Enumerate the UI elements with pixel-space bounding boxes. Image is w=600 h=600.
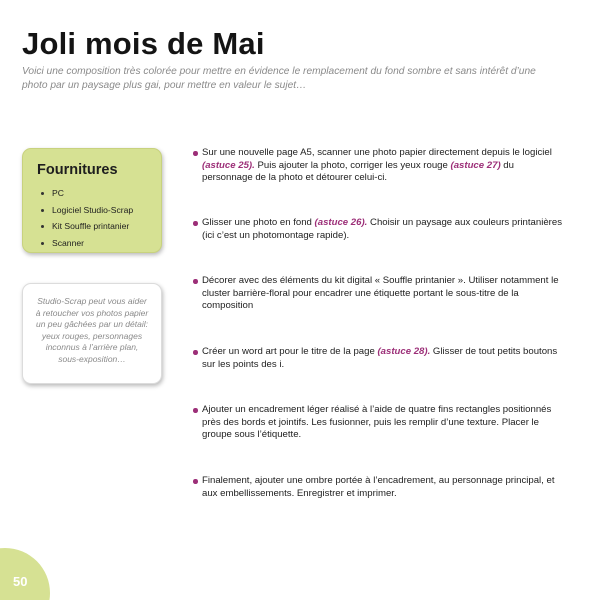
bullet-icon <box>193 279 198 284</box>
supplies-item <box>37 235 161 252</box>
step-item <box>193 404 564 442</box>
supplies-item-label: Kit Souffle printanier <box>52 221 130 231</box>
step-item <box>193 475 564 500</box>
tip-note-text: Studio-Scrap peut vous aider à retoucher vos photos papier un peu gâchées par un détail: yeux rouges, personnages inconnus à l’arrière plan, sous-exposition… <box>35 296 149 364</box>
page-title: Joli mois de Mai <box>22 26 265 61</box>
step-text <box>202 147 552 183</box>
supplies-item-label: PC <box>52 188 64 198</box>
page-number: 50 <box>13 574 28 589</box>
step-text-segment: Glisser de tout petits boutons sur les points des i. <box>202 346 558 370</box>
step-text-segment: Finalement, ajouter une ombre portée à l’encadrement, au personnage principal, et aux embellissements. Enregistrer et imprimer. <box>202 475 555 499</box>
intro-text: Voici une composition très colorée pour mettre en évidence le remplacement du fond sombre et sans intérêt d’une photo par un paysage plus gai, pour mettre en valeur le sujet… <box>22 66 536 91</box>
tip-note-box <box>22 283 162 384</box>
bullet-icon <box>193 408 198 413</box>
step-item <box>193 346 564 371</box>
bullet-icon <box>41 209 44 212</box>
step-text <box>202 404 551 440</box>
supplies-list <box>37 185 161 251</box>
step-text-segment: Ajouter un encadrement léger réalisé à l’aide de quatre fins rectangles positionnés près des bords et jointifs. Les fusionner, puis les remplir d’une texture. Placer le groupe sous l’étiquette. <box>202 404 552 441</box>
supplies-item <box>37 218 161 235</box>
step-text-segment: Puis ajouter la photo, corriger les yeux rouge <box>254 159 451 171</box>
bullet-icon <box>193 151 198 156</box>
supplies-item-label: Logiciel Studio-Scrap <box>52 204 134 215</box>
tip-reference: (astuce 26). <box>314 217 368 228</box>
supplies-item-label: Scanner <box>52 237 85 248</box>
step-text-segment: Sur une nouvelle page A5, scanner une photo papier directement depuis le logiciel <box>202 147 552 158</box>
step-text <box>202 475 555 499</box>
step-text-segment: du personnage de la photo et détourer celui-ci. <box>202 159 514 184</box>
step-text-segment: Créer un word art pour le titre de la page <box>202 346 378 357</box>
bullet-icon <box>193 479 198 484</box>
step-item <box>193 217 564 242</box>
bullet-icon <box>41 192 44 195</box>
bullet-icon <box>41 225 44 228</box>
step-item <box>193 275 564 313</box>
step-text-segment: Glisser une photo en fond <box>202 217 315 228</box>
step-text <box>202 217 562 241</box>
supplies-item <box>37 202 161 219</box>
tip-reference: (astuce 28). <box>377 346 431 357</box>
bullet-icon <box>193 350 198 355</box>
step-text <box>202 346 557 370</box>
step-item <box>193 147 564 185</box>
step-text-segment: Décorer avec des éléments du kit digital « Souffle printanier ». Utiliser notamment le cluster barrière-floral pour encadrer une étiquette portant le sous-titre de la composition <box>202 275 559 312</box>
tip-reference: (astuce 25). <box>202 159 255 171</box>
supplies-item <box>37 185 161 202</box>
step-text-segment: Choisir un paysage aux couleurs printanières (ici c’est un photomontage rapide). <box>202 217 562 241</box>
bullet-icon <box>193 221 198 226</box>
tip-reference: (astuce 27) <box>450 159 501 171</box>
supplies-box <box>22 148 162 253</box>
step-text <box>202 275 559 311</box>
supplies-title: Fournitures <box>37 162 118 178</box>
bullet-icon <box>41 242 44 245</box>
